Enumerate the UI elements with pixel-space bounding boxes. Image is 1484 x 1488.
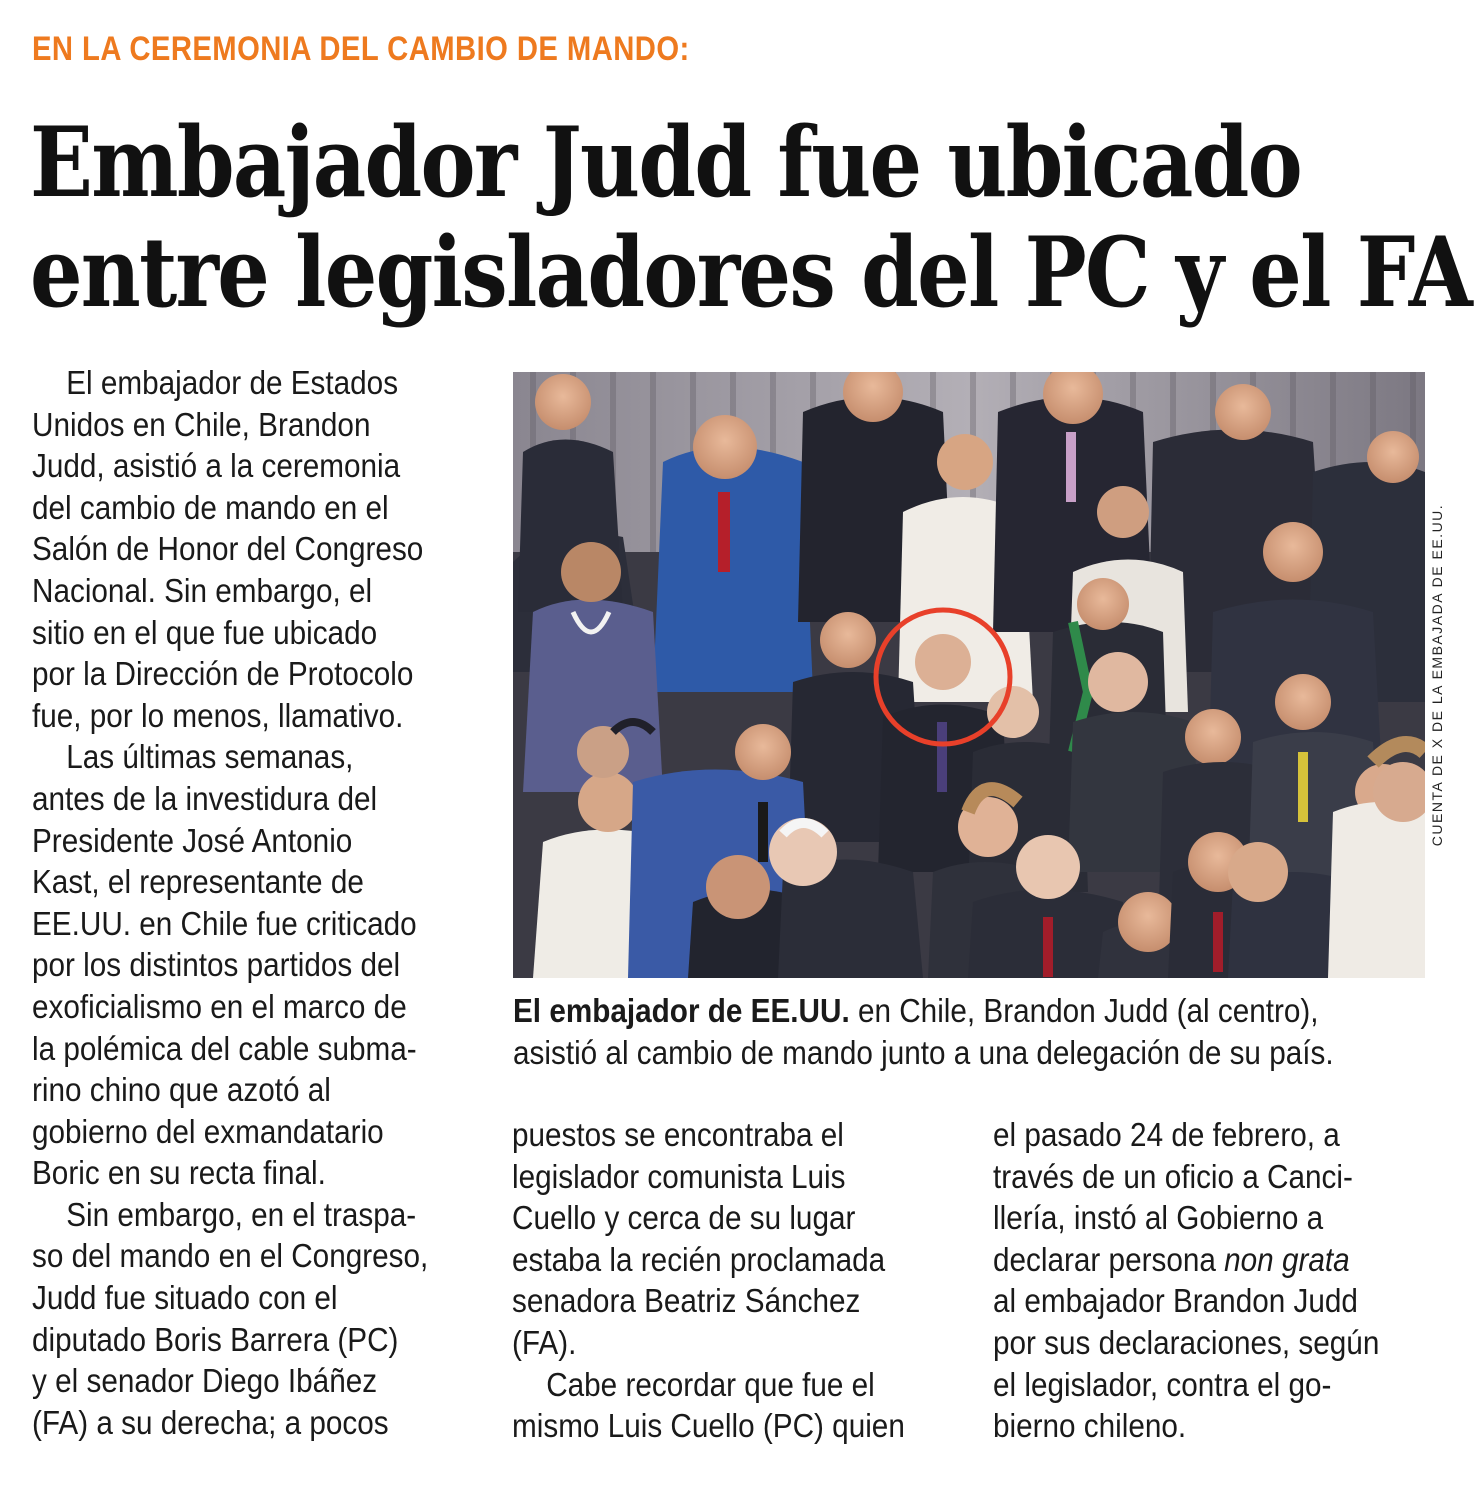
- text-line: por la Dirección de Protocolo: [32, 655, 414, 693]
- paragraph-4-cont: [993, 1114, 1389, 1447]
- text-line: sitio en el que fue ubicado: [32, 613, 378, 651]
- text-line: diputado Boris Barrera (PC): [32, 1320, 399, 1358]
- text-line: llería, instó al Gobierno a: [993, 1199, 1324, 1237]
- text-line: EE.UU. en Chile fue criticado: [32, 904, 417, 942]
- caption-lead: El embajador de EE.UU.: [513, 992, 850, 1029]
- paragraph-3-cont: [512, 1114, 908, 1364]
- text-line: Sin embargo, en el traspa-: [66, 1195, 417, 1233]
- crowd-photo-illustration: [513, 372, 1425, 978]
- body-column-3: [993, 1114, 1433, 1447]
- headline-line-2: entre legisladores del PC y el FA: [30, 216, 1472, 329]
- text-line: por los distintos partidos del: [32, 946, 401, 984]
- text-line: [993, 1239, 1389, 1281]
- caption-line-2: asistió al cambio de mando junto a una delegación de su país.: [513, 1034, 1334, 1071]
- photo-caption: [513, 990, 1453, 1074]
- text-line: mismo Luis Cuello (PC) quien: [512, 1407, 905, 1445]
- text-line: Boric en su recta final.: [32, 1154, 326, 1192]
- text-line: Nacional. Sin embargo, el: [32, 571, 373, 609]
- text-line: senadora Beatriz Sánchez: [512, 1282, 861, 1320]
- text-line: Kast, el representante de: [32, 863, 364, 901]
- text-line: del cambio de mando en el: [32, 488, 389, 526]
- text-line: so del mando en el Congreso,: [32, 1237, 429, 1275]
- text-line: Cuello y cerca de su lugar: [512, 1199, 856, 1237]
- paragraph-1: [32, 362, 428, 736]
- text-line: (FA).: [512, 1323, 577, 1361]
- text-line: el legislador, contra el go-: [993, 1365, 1332, 1403]
- text-line: exoficialismo en el marco de: [32, 987, 407, 1025]
- text-fragment: declarar persona: [993, 1240, 1225, 1278]
- headline: [30, 108, 1471, 328]
- text-line: antes de la investidura del: [32, 779, 378, 817]
- text-line: Judd, asistió a la ceremonia: [32, 447, 401, 485]
- text-line: Cabe recordar que fue el: [546, 1365, 875, 1403]
- photo-credit: CUENTA DE X DE LA EMBAJADA DE EE.UU.: [1429, 503, 1445, 847]
- paragraph-4: [512, 1364, 908, 1447]
- paragraph-2: [32, 736, 428, 1194]
- text-line: gobierno del exmandatario: [32, 1112, 384, 1150]
- text-line: fue, por lo menos, llamativo.: [32, 696, 404, 734]
- text-line: Presidente José Antonio: [32, 821, 353, 859]
- text-line: legislador comunista Luis: [512, 1157, 846, 1195]
- text-line: Unidos en Chile, Brandon: [32, 405, 371, 443]
- article-photo: [513, 372, 1425, 978]
- text-line: estaba la recién proclamada: [512, 1240, 886, 1278]
- body-column-1: [32, 362, 472, 1443]
- text-line: puestos se encontraba el: [512, 1116, 844, 1153]
- text-line: y el senador Diego Ibáñez: [32, 1362, 378, 1400]
- text-line: través de un oficio a Canci-: [993, 1157, 1353, 1195]
- text-line: El embajador de Estados: [66, 364, 399, 401]
- text-line: Judd fue situado con el: [32, 1279, 338, 1317]
- body-column-2: [512, 1114, 952, 1447]
- headline-line-1: Embajador Judd fue ubicado: [30, 106, 1301, 219]
- text-line: Las últimas semanas,: [66, 738, 354, 776]
- text-line: rino chino que azotó al: [32, 1071, 331, 1109]
- section-kicker: EN LA CEREMONIA DEL CAMBIO DE MANDO:: [32, 30, 690, 68]
- caption-line-1-rest: en Chile, Brandon Judd (al centro),: [849, 992, 1319, 1029]
- text-line: el pasado 24 de febrero, a: [993, 1116, 1340, 1153]
- caption-line-1: [513, 990, 1359, 1032]
- text-line: (FA) a su derecha; a pocos: [32, 1403, 389, 1441]
- text-line: Salón de Honor del Congreso: [32, 530, 424, 568]
- emphasis-non-grata: non grata: [1224, 1240, 1350, 1278]
- text-line: al embajador Brandon Judd: [993, 1282, 1358, 1320]
- text-line: la polémica del cable subma-: [32, 1029, 417, 1067]
- text-line: por sus declaraciones, según: [993, 1323, 1380, 1361]
- text-line: bierno chileno.: [993, 1407, 1187, 1445]
- paragraph-3: [32, 1194, 428, 1444]
